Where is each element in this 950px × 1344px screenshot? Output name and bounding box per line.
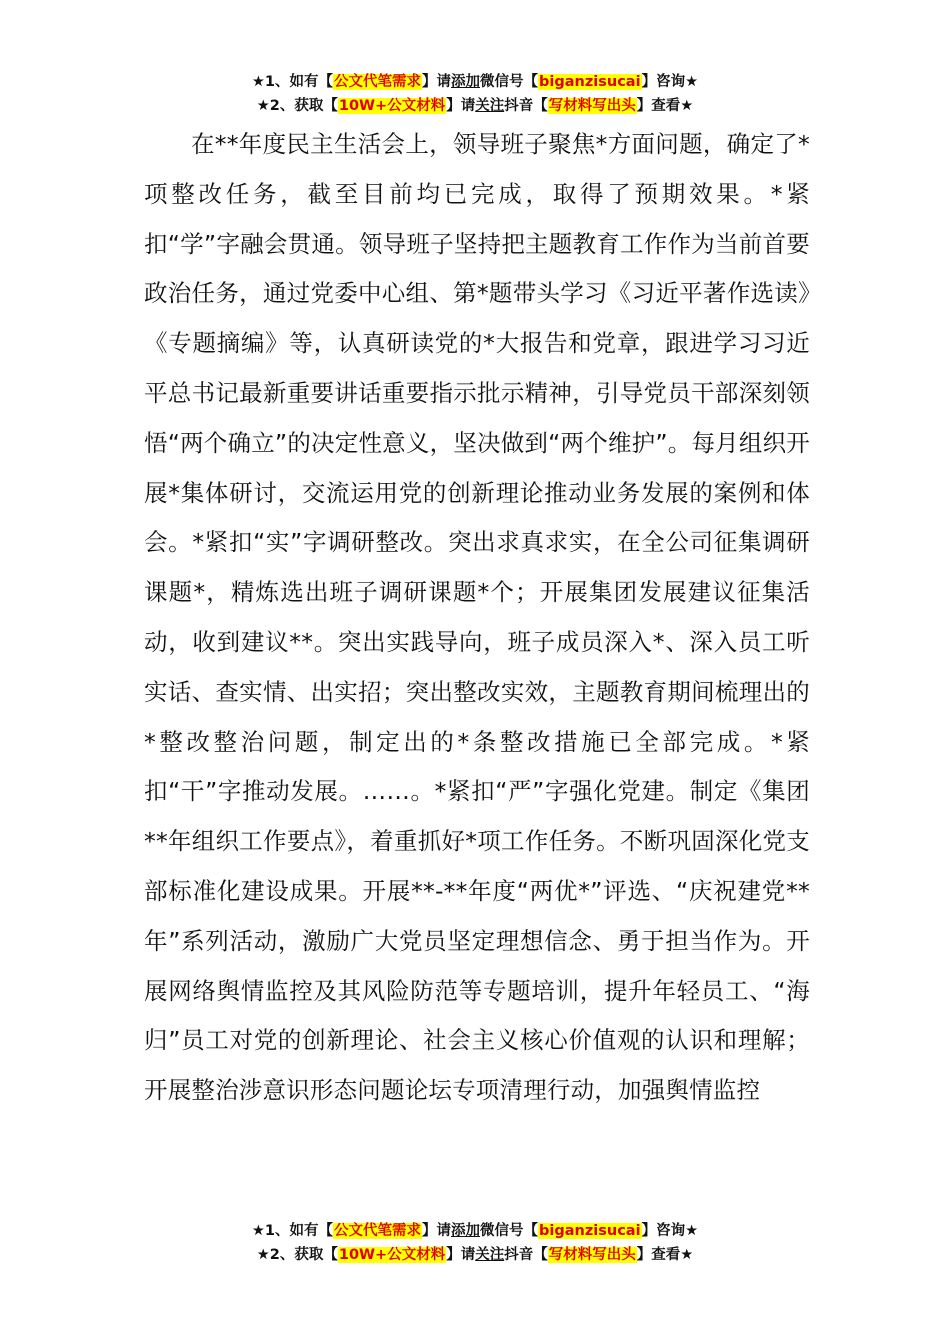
highlight-materials: 10W+公文材料 [338,1247,446,1263]
banner-line-1: ★1、如有【公文代笔需求】请添加微信号【biganzisucai】咨询★ [251,74,699,90]
highlight-service: 公文代笔需求 [334,74,422,90]
douyin-account: 写材料写出头 [548,1247,636,1263]
banner-line-2: ★2、获取【10W+公文材料】请关注抖音【写材料写出头】查看★ [256,98,694,114]
header-banner [0,70,950,118]
wechat-id: biganzisucai [539,74,641,90]
highlight-service: 公文代笔需求 [334,1223,422,1239]
document-body [144,120,810,1116]
douyin-account: 写材料写出头 [548,98,636,114]
banner-line-2: ★2、获取【10W+公文材料】请关注抖音【写材料写出头】查看★ [256,1247,694,1263]
highlight-materials: 10W+公文材料 [338,98,446,114]
footer-banner [0,1219,950,1267]
body-paragraph: 在**年度民主生活会上，领导班子聚焦*方面问题，确定了*项整改任务，截至目前均已完成，取得了预期效果。*紧扣“学”字融会贯通。领导班子坚持把主题教育工作作为当前首要政治任务，通过党委中心组、第*题带头学习《习近平著作选读》《专题摘编》等，认真研读党的*大报告和党章，跟进学习习近平总书记最新重要讲话重要指示批示精神，引导党员干部深刻领悟“两个确立”的决定性意义，坚决做到“两个维护”。每月组织开展*集体研讨，交流运用党的创新理论推动业务发展的案例和体会。*紧扣“实”字调研整改。突出求真求实，在全公司征集调研课题*，精炼选出班子调研课题*个；开展集团发展建议征集活动，收到建议**。突出实践导向，班子成员深入*、深入员工听实话、查实情、出实招；突出整改实效，主题教育期间梳理出的*整改整治问题，制定出的*条整改措施已全部完成。*紧扣“干”字推动发展。……。*紧扣“严”字强化党建。制定《集团**年组织工作要点》，着重抓好*项工作任务。不断巩固深化党支部标准化建设成果。开展**-**年度“两优*”评选、“庆祝建党**年”系列活动，激励广大党员坚定理想信念、勇于担当作为。开展网络舆情监控及其风险防范等专题培训，提升年轻员工、“海归”员工对党的创新理论、社会主义核心价值观的认识和理解；开展整治涉意识形态问题论坛专项清理行动，加强舆情监控 [144,130,810,1105]
banner-line-1: ★1、如有【公文代笔需求】请添加微信号【biganzisucai】咨询★ [251,1223,699,1239]
wechat-id: biganzisucai [539,1223,641,1239]
